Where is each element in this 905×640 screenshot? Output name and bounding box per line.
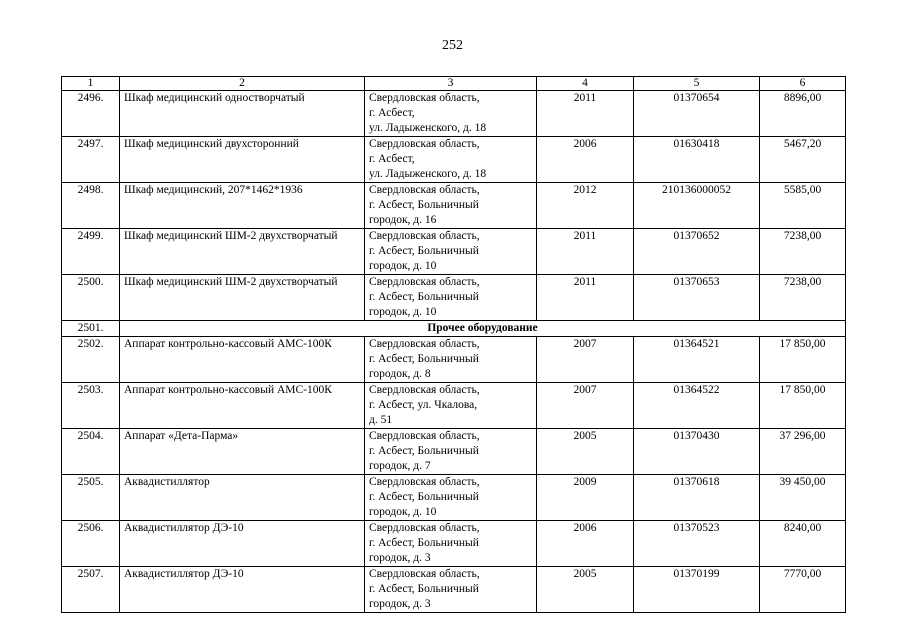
property-table [61,76,846,613]
item-number: 2501. [62,321,120,337]
column-header: 1 [62,77,120,91]
column-header: 5 [634,77,760,91]
table-row [62,475,846,521]
address-line: Свердловская область, [369,138,480,150]
table-row [62,229,846,275]
item-cost: 8896,00 [760,91,846,137]
address-line: городок, д. 10 [369,306,437,318]
item-cost: 37 296,00 [760,429,846,475]
item-inventory-number: 210136000052 [634,183,760,229]
column-header: 6 [760,77,846,91]
address-line: г. Асбест, [369,107,415,119]
table-row [62,521,846,567]
item-inventory-number: 01370654 [634,91,760,137]
item-address [365,275,537,321]
item-address [365,383,537,429]
address-line: Свердловская область, [369,184,480,196]
address-line: городок, д. 3 [369,552,431,564]
item-name: Аквадистиллятор ДЭ-10 [120,521,365,567]
address-line: Свердловская область, [369,522,480,534]
table-row [62,429,846,475]
address-line: г. Асбест, Больничный [369,537,479,549]
address-line: Свердловская область, [369,276,480,288]
item-address [365,137,537,183]
item-name: Шкаф медицинский ШМ-2 двухстворчатый [120,275,365,321]
address-line: г. Асбест, Больничный [369,353,479,365]
address-line: г. Асбест, Больничный [369,583,479,595]
address-line: городок, д. 10 [369,506,437,518]
item-year: 2011 [537,91,634,137]
item-number: 2500. [62,275,120,321]
item-inventory-number: 01370652 [634,229,760,275]
item-inventory-number: 01370653 [634,275,760,321]
item-name: Аппарат «Дета-Парма» [120,429,365,475]
item-cost: 39 450,00 [760,475,846,521]
address-line: городок, д. 10 [369,260,437,272]
item-inventory-number: 01370618 [634,475,760,521]
address-line: г. Асбест, Больничный [369,491,479,503]
column-header: 3 [365,77,537,91]
address-line: Свердловская область, [369,384,480,396]
item-address [365,91,537,137]
item-inventory-number: 01370523 [634,521,760,567]
address-line: г. Асбест, Больничный [369,245,479,257]
address-line: городок, д. 7 [369,460,431,472]
item-cost: 7770,00 [760,567,846,613]
item-year: 2005 [537,567,634,613]
item-year: 2007 [537,383,634,429]
table-row [62,91,846,137]
table-row [62,337,846,383]
item-name: Аквадистиллятор [120,475,365,521]
item-inventory-number: 01364521 [634,337,760,383]
item-inventory-number: 01370199 [634,567,760,613]
item-year: 2007 [537,337,634,383]
item-number: 2506. [62,521,120,567]
item-number: 2498. [62,183,120,229]
item-cost: 5467,20 [760,137,846,183]
item-number: 2502. [62,337,120,383]
address-line: д. 51 [369,414,393,426]
item-year: 2006 [537,521,634,567]
item-address [365,229,537,275]
item-number: 2499. [62,229,120,275]
item-year: 2006 [537,137,634,183]
item-cost: 8240,00 [760,521,846,567]
item-year: 2011 [537,229,634,275]
item-name: Шкаф медицинский ШМ-2 двухстворчатый [120,229,365,275]
page-number: 252 [442,38,463,53]
address-line: городок, д. 16 [369,214,437,226]
address-line: городок, д. 3 [369,598,431,610]
item-inventory-number: 01364522 [634,383,760,429]
item-year: 2011 [537,275,634,321]
item-address [365,567,537,613]
table-row [62,567,846,613]
section-row [62,321,846,337]
address-line: Свердловская область, [369,230,480,242]
item-cost: 7238,00 [760,229,846,275]
table-row [62,137,846,183]
address-line: г. Асбест, Больничный [369,445,479,457]
address-line: Свердловская область, [369,338,480,350]
item-address [365,521,537,567]
item-name: Шкаф медицинский одностворчатый [120,91,365,137]
item-address [365,475,537,521]
address-line: Свердловская область, [369,476,480,488]
table-row [62,275,846,321]
item-name: Аппарат контрольно-кассовый АМС-100К [120,383,365,429]
item-cost: 17 850,00 [760,337,846,383]
address-line: городок, д. 8 [369,368,431,380]
item-number: 2504. [62,429,120,475]
item-number: 2497. [62,137,120,183]
item-year: 2005 [537,429,634,475]
item-inventory-number: 01370430 [634,429,760,475]
address-line: Свердловская область, [369,568,480,580]
item-number: 2507. [62,567,120,613]
column-number-row [62,77,846,91]
item-inventory-number: 01630418 [634,137,760,183]
item-cost: 7238,00 [760,275,846,321]
item-cost: 17 850,00 [760,383,846,429]
item-address [365,337,537,383]
item-name: Шкаф медицинский двухсторонний [120,137,365,183]
item-address [365,183,537,229]
item-year: 2009 [537,475,634,521]
address-line: г. Асбест, [369,153,415,165]
address-line: г. Асбест, Больничный [369,199,479,211]
column-header: 2 [120,77,365,91]
item-cost: 5585,00 [760,183,846,229]
item-number: 2505. [62,475,120,521]
item-name: Шкаф медицинский, 207*1462*1936 [120,183,365,229]
address-line: Свердловская область, [369,92,480,104]
address-line: ул. Ладыженского, д. 18 [369,122,487,134]
table-row [62,183,846,229]
column-header: 4 [537,77,634,91]
address-line: ул. Ладыженского, д. 18 [369,168,487,180]
item-name: Аквадистиллятор ДЭ-10 [120,567,365,613]
section-title: Прочее оборудование [120,321,846,337]
item-number: 2496. [62,91,120,137]
table-row [62,383,846,429]
item-name: Аппарат контрольно-кассовый АМС-100К [120,337,365,383]
address-line: Свердловская область, [369,430,480,442]
address-line: г. Асбест, ул. Чкалова, [369,399,478,411]
item-year: 2012 [537,183,634,229]
address-line: г. Асбест, Больничный [369,291,479,303]
item-number: 2503. [62,383,120,429]
item-address [365,429,537,475]
